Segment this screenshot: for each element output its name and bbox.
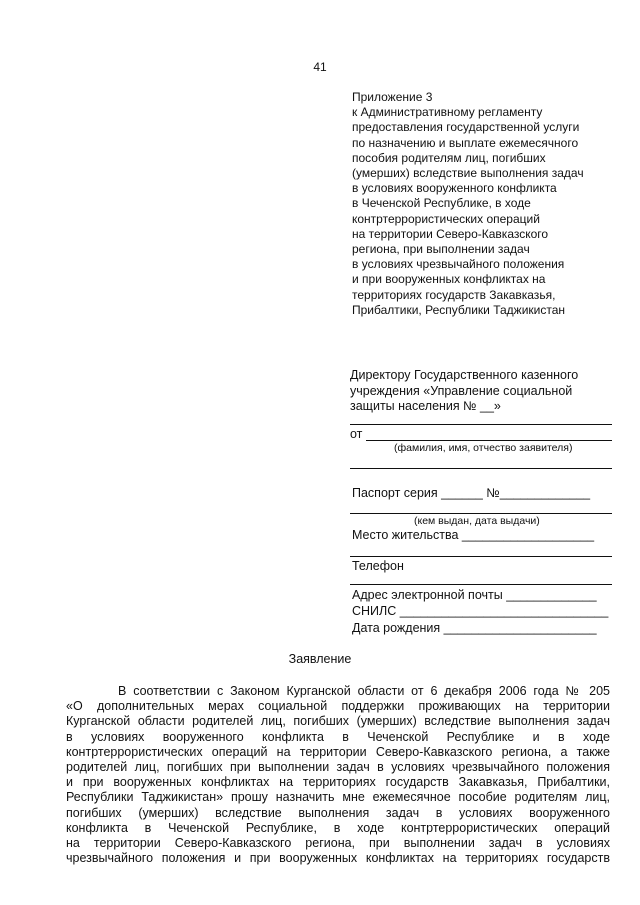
appendix-header <box>352 90 622 318</box>
body-line: В соответствии с Законом Курганской области от 6 декабря 2006 года № 205 <box>118 684 610 698</box>
appendix-line: в условиях чрезвычайного положения <box>352 257 565 272</box>
appendix-line: к Административному регламенту <box>352 105 543 120</box>
body-line: погибших (умерших) вследствие выполнения задач в условиях вооруженного <box>66 805 610 820</box>
appendix-line: по назначению и выплате ежемесячного <box>352 135 579 150</box>
body-line: в условиях вооруженного конфликта в Чеченской Республике и в ходе <box>66 729 610 744</box>
appendix-line: Прибалтики, Республики Таджикистан <box>352 302 566 317</box>
fio-caption: (фамилия, имя, отчество заявителя) <box>394 442 573 454</box>
phone-line[interactable] <box>350 584 612 585</box>
body-line: Курганской области родителей лиц, погибших (умерших) вследствие выполнения задач <box>66 714 610 729</box>
residence-blank-line[interactable] <box>350 556 612 557</box>
email-field[interactable]: Адрес электронной почты _____________ <box>352 588 597 602</box>
appendix-line: в Чеченской Республике, в ходе <box>352 196 531 211</box>
issued-caption: (кем выдан, дата выдачи) <box>414 515 540 527</box>
page-number: 41 <box>313 60 327 74</box>
appendix-line: (умерших) вследствие выполнения задач <box>352 166 584 181</box>
addressee-line: учреждения «Управление социальной <box>350 383 573 398</box>
appendix-line: на территории Северо-Кавказского <box>352 226 549 241</box>
body-line: родителей лиц, погибших при выполнении задач в условиях чрезвычайного положения <box>66 760 610 775</box>
application-body <box>66 684 610 866</box>
appendix-line: предоставления государственной услуги <box>352 120 580 135</box>
body-line: конфликта в Чеченской Республике, в ходе контртеррористических операций <box>66 820 610 835</box>
body-line: чрезвычайного положения и при вооруженных конфликтах на территориях государств <box>66 851 610 866</box>
snils-field[interactable]: СНИЛС ______________________________ <box>352 604 609 618</box>
addressee-block <box>350 368 620 415</box>
passport-field[interactable]: Паспорт серия ______ №_____________ <box>352 486 591 500</box>
appendix-line: региона, при выполнении задач <box>352 242 530 257</box>
appendix-line: территориях государств Закавказья, <box>352 287 556 302</box>
from-field[interactable] <box>366 440 612 441</box>
phone-field[interactable]: Телефон <box>352 559 404 573</box>
addressee-blank-line[interactable] <box>350 424 612 425</box>
fio-blank-line[interactable] <box>350 468 612 469</box>
from-label: от <box>350 427 363 441</box>
body-line: и при вооруженных конфликтах на территориях государств Закавказья, Прибалтики, <box>66 775 610 790</box>
appendix-line: и при вооруженных конфликтах на <box>352 272 546 287</box>
body-line: Республики Таджикистан» прошу назначить мне ежемесячное пособие родителям лиц, <box>66 790 610 805</box>
body-line: на территории Северо-Кавказского региона, при выполнении задач в условиях <box>66 836 610 851</box>
appendix-line: в условиях вооруженного конфликта <box>352 181 557 196</box>
appendix-line: Приложение 3 <box>352 90 433 104</box>
birth-date-field[interactable]: Дата рождения ______________________ <box>352 621 597 635</box>
document-heading: Заявление <box>288 652 352 666</box>
body-line: контртеррористических операций на территории Северо-Кавказского региона, а также <box>66 744 610 759</box>
appendix-line: контртеррористических операций <box>352 211 540 226</box>
issued-line[interactable] <box>350 513 612 514</box>
body-line: «О дополнительных мерах социальной поддержки проживающих на территории <box>66 699 610 714</box>
addressee-line: защиты населения № __» <box>350 399 501 413</box>
residence-field[interactable]: Место жительства ___________________ <box>352 528 595 542</box>
addressee-line: Директору Государственного казенного <box>350 368 579 382</box>
appendix-line: пособия родителям лиц, погибших <box>352 150 546 165</box>
